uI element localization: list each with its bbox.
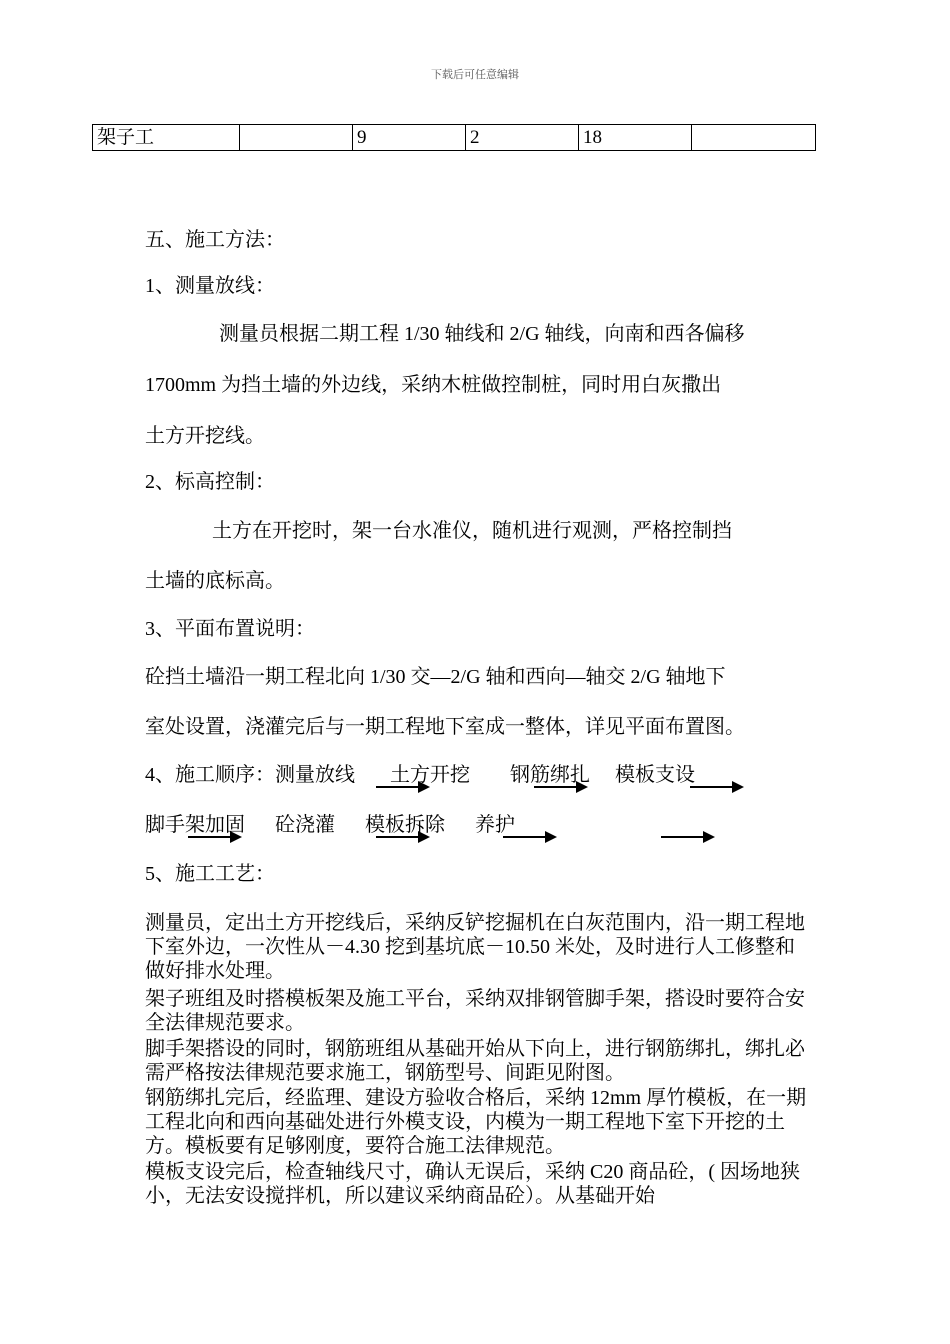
paragraph: 测量员，定出土方开挖线后，采纳反铲挖掘机在白灰范围内，沿一期工程地下室外边，一次性从－4.30 挖到基坑底－10.50 米处，及时进行人工修整和做好排水处理。 [145, 912, 805, 982]
subsection-title: 1、测量放线： [145, 275, 275, 297]
page-header: 下载后可任意编辑 [431, 69, 519, 81]
paragraph-line: 1700mm 为挡土墙的外边线，采纳木桩做控制桩，同时用白灰撒出 [145, 374, 722, 396]
paragraph: 钢筋绑扎完后，经监理、建设方验收合格后，采纳 12mm 厚竹模板，在一期工程北向和西向基础处进行外模支设，内模为一期工程地下室下开挖的土方。模板要有足够刚度，要符合施工法律规范。 [145, 1087, 807, 1157]
paragraph-line: 测量员根据二期工程 1/30 轴线和 2/G 轴线，向南和西各偏移 [219, 323, 745, 345]
paragraph: 架子班组及时搭模板架及施工平台，采纳双排钢管脚手架，搭设时要符合安全法律规范要求。 [145, 988, 805, 1034]
flow-arrow-icon [690, 786, 742, 788]
flow-arrow-icon [188, 836, 240, 838]
sequence-line: 脚手架加固 砼浇灌 模板拆除 养护 [145, 814, 515, 836]
flow-arrow-icon [376, 786, 428, 788]
sequence-line: 4、施工顺序：测量放线 土方开挖 钢筋绑扎 模板支设 [145, 764, 695, 786]
subsection-title: 2、标高控制： [145, 471, 275, 493]
paragraph: 脚手架搭设的同时，钢筋班组从基础开始从下向上，进行钢筋绑扎，绑扎必需严格按法律规范要求施工，钢筋型号、间距见附图。 [145, 1038, 805, 1084]
paragraph-line: 土方开挖线。 [145, 425, 265, 447]
flow-arrow-icon [503, 836, 555, 838]
table-cell: 架子工 [93, 125, 240, 151]
paragraph-line: 室处设置，浇灌完后与一期工程地下室成一整体，详见平面布置图。 [145, 716, 745, 738]
paragraph-line: 土墙的底标高。 [145, 570, 285, 592]
table-cell [240, 125, 353, 151]
table-cell: 9 [353, 125, 466, 151]
paragraph: 模板支设完后，检查轴线尺寸，确认无误后，采纳 C20 商品砼，( 因场地狭小，无法安设搅拌机，所以建议采纳商品砼）。从基础开始 [145, 1161, 800, 1207]
subsection-title: 5、施工工艺： [145, 863, 275, 885]
table-cell [692, 125, 816, 151]
flow-arrow-icon [534, 786, 586, 788]
paragraph-line: 砼挡土墙沿一期工程北向 1/30 交—2/G 轴和西向—轴交 2/G 轴地下 [145, 666, 726, 688]
staff-table [92, 124, 816, 151]
table-row [93, 125, 816, 151]
paragraph-line: 土方在开挖时，架一台水准仪，随机进行观测，严格控制挡 [212, 520, 732, 542]
table-cell: 18 [579, 125, 692, 151]
flow-arrow-icon [376, 836, 428, 838]
subsection-title: 3、平面布置说明： [145, 618, 315, 640]
section-title: 五、施工方法： [145, 229, 285, 251]
flow-arrow-icon [661, 836, 713, 838]
table-cell: 2 [466, 125, 579, 151]
